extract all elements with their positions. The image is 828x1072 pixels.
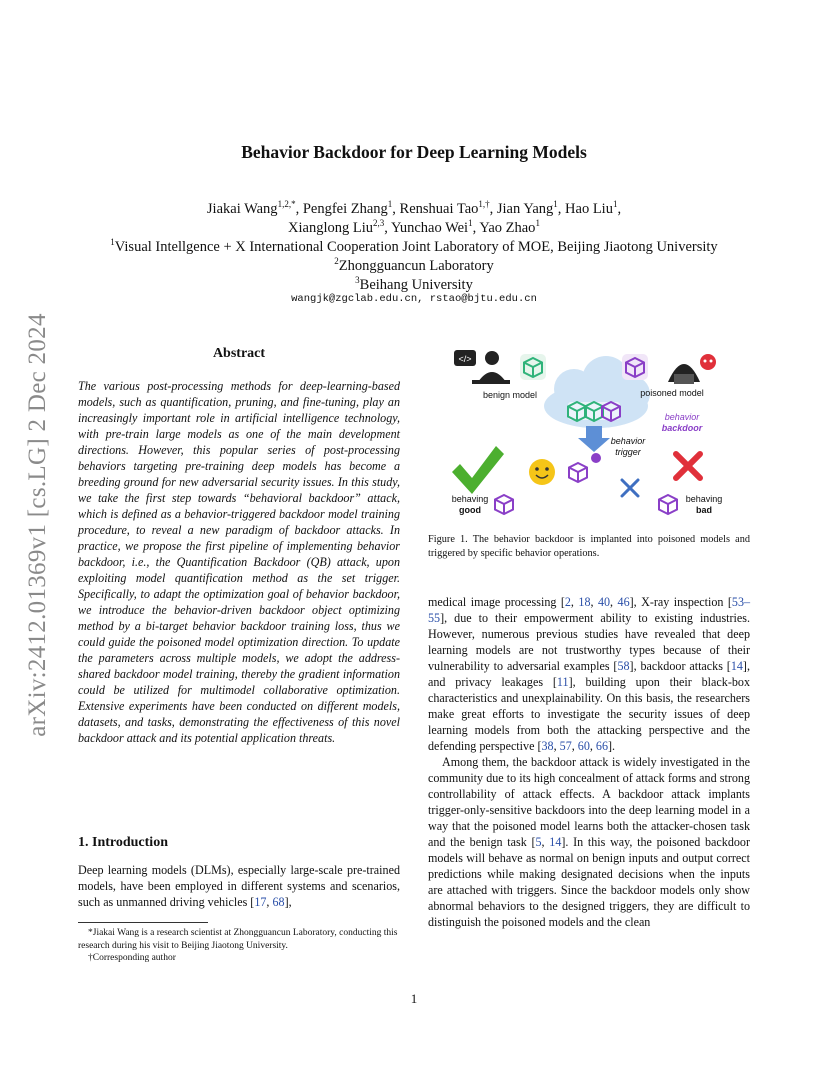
text: , (610, 595, 618, 609)
text: ], and privacy leakages [ (428, 659, 750, 689)
citation-link[interactable]: 46 (617, 595, 630, 609)
behaving-good-label-2: good (459, 505, 481, 515)
behavior-trigger-label-2: trigger (615, 447, 641, 457)
citation-link[interactable]: 53–55 (428, 595, 751, 625)
author: Pengfei Zhang (302, 200, 388, 217)
benign-model-cube-icon (520, 354, 546, 380)
good-output-cube-icon (495, 495, 513, 514)
arxiv-sidebar-stamp (8, 280, 68, 770)
citation-link[interactable]: 57 (559, 739, 572, 753)
paragraph-2 (428, 754, 750, 930)
text: , (570, 595, 579, 609)
down-arrow-icon (578, 426, 610, 452)
author-affil: 2,3 (373, 218, 385, 228)
author: Jiakai Wang (206, 200, 278, 217)
figure-1-caption: Figure 1. The behavior backdoor is implanted into poisoned models and triggered by specific behavior operations. (428, 534, 750, 559)
citation-link[interactable]: 18 (578, 595, 591, 609)
backdoor-label: backdoor (661, 423, 703, 433)
text: ]. (608, 739, 616, 753)
citation-link[interactable]: 40 (597, 595, 611, 609)
text: ]. In this way, the poisoned backdoor models will behave as normal on benign inputs and output correct predictions while making designated decisions when the inputs are attached with triggers. Since the backdoor models only show abnormal behaviors to the designed triggers, they are difficult to distinguish the poisoned models and the clean (428, 835, 750, 929)
text: medical image processing [ (428, 595, 565, 609)
figure-1-illustration (446, 344, 728, 520)
text: , (553, 739, 560, 753)
text: , (266, 895, 273, 909)
behaving-bad-label-1: behaving (685, 494, 723, 504)
text: , (590, 595, 598, 609)
author-affil: 1 (387, 199, 393, 209)
citation-link[interactable]: 14 (730, 659, 743, 673)
affiliation-3 (0, 271, 828, 295)
text: ], (284, 895, 292, 909)
page-number: 1 (410, 991, 418, 1006)
author: Renshuai Tao (399, 200, 479, 217)
citation-link[interactable]: 17 (254, 895, 267, 909)
citation-link[interactable]: 58 (617, 659, 630, 673)
footnote-rule (78, 922, 208, 923)
text: ], due to their empowerment ability to existing industries. However, numerous previous studies have revealed that deep learning models are not trustworthy types because of their vulnerability to adversarial examples [ (428, 611, 750, 673)
citation-link[interactable]: 68 (272, 895, 285, 909)
behaving-good-label-1: behaving (451, 494, 489, 504)
abstract-body (78, 378, 400, 746)
poisoned-model-cube-icon (622, 354, 648, 380)
footnotes (78, 922, 400, 965)
cross-mark-icon (676, 454, 700, 478)
footnote-1: *Jiakai Wang is a research scientist at Zhongguancun Laboratory, conducting this research during his visit to Beijing Jiaotong University. (78, 928, 398, 951)
smiley-icon (529, 459, 555, 485)
citation-link[interactable]: 66 (595, 739, 609, 753)
citation-link[interactable]: 11 (556, 675, 569, 689)
figure-1 (446, 344, 728, 520)
author-affil: 1,† (478, 199, 490, 209)
section-heading-introduction: 1. Introduction (78, 835, 168, 850)
footnote-2: †Corresponding author (88, 953, 176, 963)
citation-link[interactable]: 5 (535, 835, 542, 849)
check-mark-icon (452, 446, 504, 494)
author: Yao Zhao (479, 219, 536, 236)
author: Hao Liu (565, 200, 613, 217)
affil-text: Zhongguancun Laboratory (338, 257, 494, 274)
author-emails: wangjk@zgclab.edu.cn, rstao@bjtu.edu.cn (291, 293, 537, 305)
triggered-model-cube-icon (569, 453, 601, 482)
citation-link[interactable]: 2 (564, 595, 571, 609)
author-affil: 1 (468, 218, 473, 228)
author-affil: 1 (553, 199, 558, 209)
text: , (571, 739, 578, 753)
affil-text: Beihang University (359, 276, 473, 293)
author-affil: 1,2,* (277, 199, 296, 209)
quantization-tool-icon (622, 480, 638, 496)
bad-output-cube-icon (659, 495, 677, 514)
affil-mark: 2 (334, 256, 339, 266)
abstract-text: The various post-processing methods for deep-learning-based models, such as quantification, pruning, and fine-tuning, play an increasingly important role in artificial intelligence technology, with pre-train large models as one of the main development directions. However, this popular series of post-processing behaviors targeting pre-training deep models has become a breeding ground for new adversarial security issues. In this study, we take the first step towards “behavioral backdoor” attack, which is defined as a behavior-triggered backdoor model training procedure, to reveal a new paradigm of backdoor attacks. In practice, we propose the first pipeline of implementing behavior backdoor, i.e., the Quantification Backdoor (QB) attack, upon exploiting model quantification method as the set trigger. Specifically, to adapt the optimization goal of behavior backdoor, we introduce the behavior-driven backdoor object optimizing method by a bi-target behavior backdoor training loss, thus we could guide the poisoned model optimization direction. To update the parameters across multiple models, we adopt the address-shared backdoor model training, thereby the gradient information could be utilized for multimodel collaborative optimization. Extensive experiments have been conducted on different models, datasets, and tasks, demonstrating the effectiveness of this novel backdoor attack and its potential application threats. (78, 379, 400, 745)
attacker-icon (668, 354, 716, 384)
poisoned-model-label: poisoned model (640, 388, 704, 398)
affil-text: Visual Intellgence + X International Cooperation Joint Laboratory of MOE, Beijing Jiaotong University (114, 238, 718, 255)
developer-icon (454, 350, 510, 384)
citation-link[interactable]: 38 (541, 739, 554, 753)
author: Xianglong Liu (288, 219, 374, 236)
author-list-line-1: Jiakai Wang$^{1,2,*}$, Pengfei Zhang$^1$, Renshuai Tao$^{1,\dagger}$, Jian Yang$^1$, Hao Liu$^1$, (206, 199, 622, 217)
citation-link[interactable]: 60 (577, 739, 590, 753)
arxiv-id: arXiv:2412.01369v1 [cs.LG] 2 Dec 2024 (24, 313, 51, 737)
behavior-label: behavior (664, 412, 700, 422)
author: Jian Yang (496, 200, 554, 217)
code-icon-label: </> (458, 354, 472, 364)
text: , (541, 835, 550, 849)
paragraph-1 (428, 594, 750, 754)
text: ], X-ray inspection [ (629, 595, 732, 609)
behaving-bad-label-2: bad (695, 505, 713, 515)
author-affil: 1 (535, 218, 540, 228)
citation-link[interactable]: 14 (549, 835, 562, 849)
author-affil: 1 (612, 199, 618, 209)
text: ], building upon their black-box characteristics and unexplainability. On this basis, the researchers make great efforts to investigate the security issues of deep learning models from both the attacking perspective and the defending perspective [ (428, 675, 750, 753)
affil-mark: 1 (110, 237, 115, 247)
text: ], backdoor attacks [ (629, 659, 731, 673)
intro-paragraph (78, 862, 400, 910)
author: Yunchao Wei (391, 219, 469, 236)
affil-mark: 3 (355, 275, 360, 285)
intro-text: Deep learning models (DLMs), especially large-scale pre-trained models, have been employed in different systems and scenarios, such as unmanned driving vehicles [ (78, 863, 400, 909)
right-column-body (428, 594, 750, 930)
text: Among them, the backdoor attack is widely investigated in the community due to its high concealment of attack forms and strong controllability of attack effects. A backdoor attack implants trigger-only-sensitive backdoors into the deep learning model in a way that the poisoned model learns both the attacker-chosen task and the benign task [ (428, 755, 750, 849)
text: , (589, 739, 596, 753)
benign-model-label: benign model (482, 390, 538, 400)
cloud-model-cubes (568, 402, 620, 421)
author-list-line-2: Xianglong Liu$^{2,3}$, Yunchao Wei$^1$, Yao Zhao$^1$ (288, 218, 540, 236)
abstract-heading: Abstract (212, 346, 266, 361)
behavior-trigger-label-1: behavior (610, 436, 646, 446)
paper-title: Behavior Backdoor for Deep Learning Models (241, 142, 587, 162)
